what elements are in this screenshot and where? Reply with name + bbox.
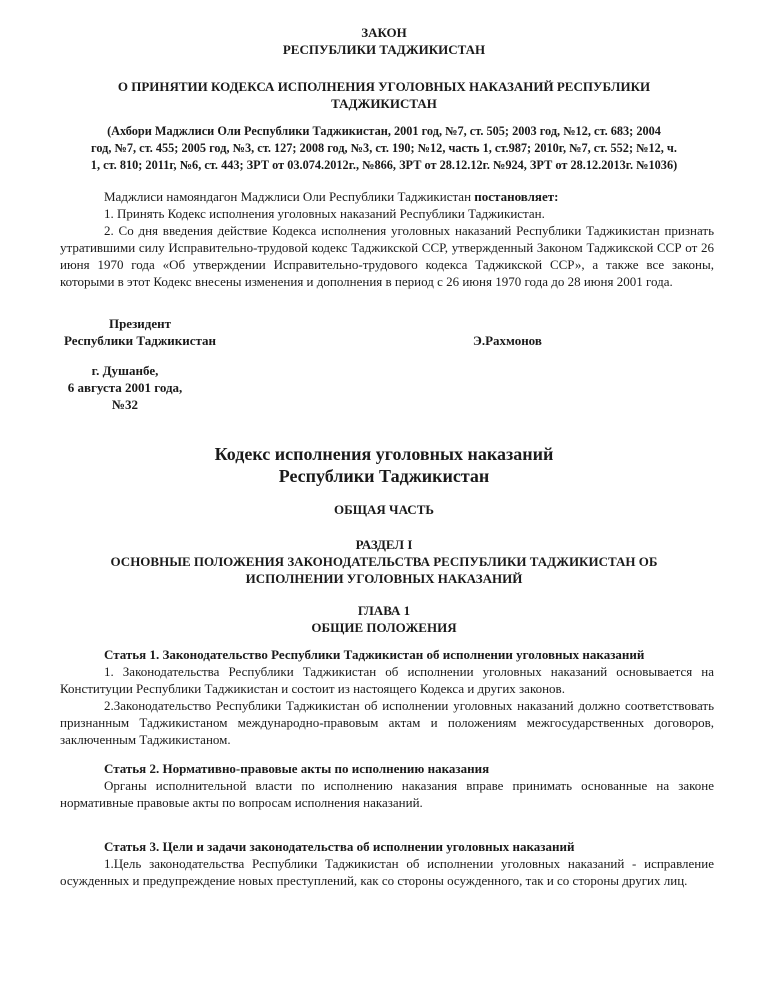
chapter-title: ОБЩИЕ ПОЛОЖЕНИЯ (311, 620, 457, 635)
article-1-paragraph-2: 2.Законодательство Республики Таджикистан об исполнении уголовных наказаний должно соответствовать признанным Таджикистаном международно-правовым актам и положениям межгосударственных договоров, заключенным Таджикистаном. (60, 698, 714, 747)
article-2 (60, 760, 714, 811)
section-title-line2: ИСПОЛНЕНИИ УГОЛОВНЫХ НАКАЗАНИЙ (245, 571, 523, 586)
decree-intro-bold: постановляет: (474, 189, 559, 204)
code-title-line1: Кодекс исполнения уголовных наказаний (214, 444, 554, 464)
law-title (0, 24, 768, 58)
chapter-heading (0, 602, 768, 636)
law-sources-line3: 1, ст. 810; 2011г, №6, ст. 443; ЗРТ от 03.074.2012г., №866, ЗРТ от 28.12.12г. №924, ЗРТ от 28.12.2013г. №1036) (90, 158, 678, 172)
law-title-line1: ЗАКОН (361, 25, 407, 40)
code-title-line2: Республики Таджикистан (278, 466, 490, 486)
article-3-title: Статья 3. Цели и задачи законодательства об исполнении уголовных наказаний (104, 839, 575, 854)
article-1 (60, 646, 714, 748)
section-title-line1: ОСНОВНЫЕ ПОЛОЖЕНИЯ ЗАКОНОДАТЕЛЬСТВА РЕСПУБЛИКИ ТАДЖИКИСТАН ОБ (110, 554, 658, 569)
article-2-paragraph-1: Органы исполнительной власти по исполнению наказания вправе принимать основанные на законе нормативные правовые акты по вопросам исполнения наказаний. (60, 778, 714, 810)
decree-intro (60, 188, 714, 205)
article-3-paragraph-1: 1.Цель законодательства Республики Таджикистан об исполнении уголовных наказаний - исправление осужденных и предупреждение новых преступлений, как со стороны осужденного, так и со стороны других лиц. (60, 856, 714, 888)
law-subject-line1: О ПРИНЯТИИ КОДЕКСА ИСПОЛНЕНИЯ УГОЛОВНЫХ НАКАЗАНИЙ РЕСПУБЛИКИ (117, 79, 651, 94)
code-title (0, 443, 768, 487)
law-sources-line2: год, №7, ст. 455; 2005 год, №3, ст. 127; 2008 год, №3, ст. 190; №12, часть 1, ст.987; 2010г, №7, ст. 552; №12, ч. (91, 141, 677, 155)
signature-number: №32 (111, 397, 139, 412)
decree-item-2: 2. Со дня введения действие Кодекса исполнения уголовных наказаний Республики Таджикистан признать утратившими силу Исправительно-трудовой кодекс Таджикской ССР, утвержденный Законом Таджикской ССР от 26 июня 1970 года «Об утверждении Исправительно-трудового кодекса Таджикской ССР», а также все законы, которыми в этот Кодекс внесены изменения и дополнения в период с 26 июня 1970 года до 28 июня 2001 года. (60, 223, 714, 289)
signature-role (60, 315, 220, 349)
decree-intro-text: Маджлиси намояндагон Маджлиси Оли Республики Таджикистан (104, 189, 475, 204)
signature-place: г. Душанбе, (91, 363, 159, 378)
article-2-title: Статья 2. Нормативно-правовые акты по исполнению наказания (104, 761, 490, 776)
article-3 (60, 838, 714, 889)
article-1-title: Статья 1. Законодательство Республики Таджикистан об исполнении уголовных наказаний (104, 647, 645, 662)
law-sources (40, 123, 728, 174)
signature-date: 6 августа 2001 года, (67, 380, 183, 395)
signature-role-line2: Республики Таджикистан (63, 333, 217, 348)
signature-place-date (60, 362, 190, 413)
signature-name: Э.Рахмонов (473, 333, 542, 348)
article-1-paragraph-1: 1. Законодательства Республики Таджикистан об исполнении уголовных наказаний основывается на Конституции Республики Таджикистан и состоит из настоящего Кодекса и других законов. (60, 664, 714, 696)
chapter-number: ГЛАВА 1 (357, 603, 411, 618)
decree-item-1: 1. Принять Кодекс исполнения уголовных наказаний Республики Таджикистан. (104, 206, 545, 221)
section-heading (0, 536, 768, 587)
law-title-line2: РЕСПУБЛИКИ ТАДЖИКИСТАН (282, 42, 486, 57)
section-number: РАЗДЕЛ I (355, 537, 413, 552)
code-part: ОБЩАЯ ЧАСТЬ (334, 502, 434, 517)
law-subject-line2: ТАДЖИКИСТАН (331, 96, 437, 111)
decree-block (60, 188, 714, 290)
signature-role-line1: Президент (108, 316, 172, 331)
law-subject (0, 78, 768, 112)
law-sources-line1: (Ахбори Маджлиси Оли Республики Таджикистан, 2001 год, №7, ст. 505; 2003 год, №12, ст. 683; 2004 (107, 124, 661, 138)
